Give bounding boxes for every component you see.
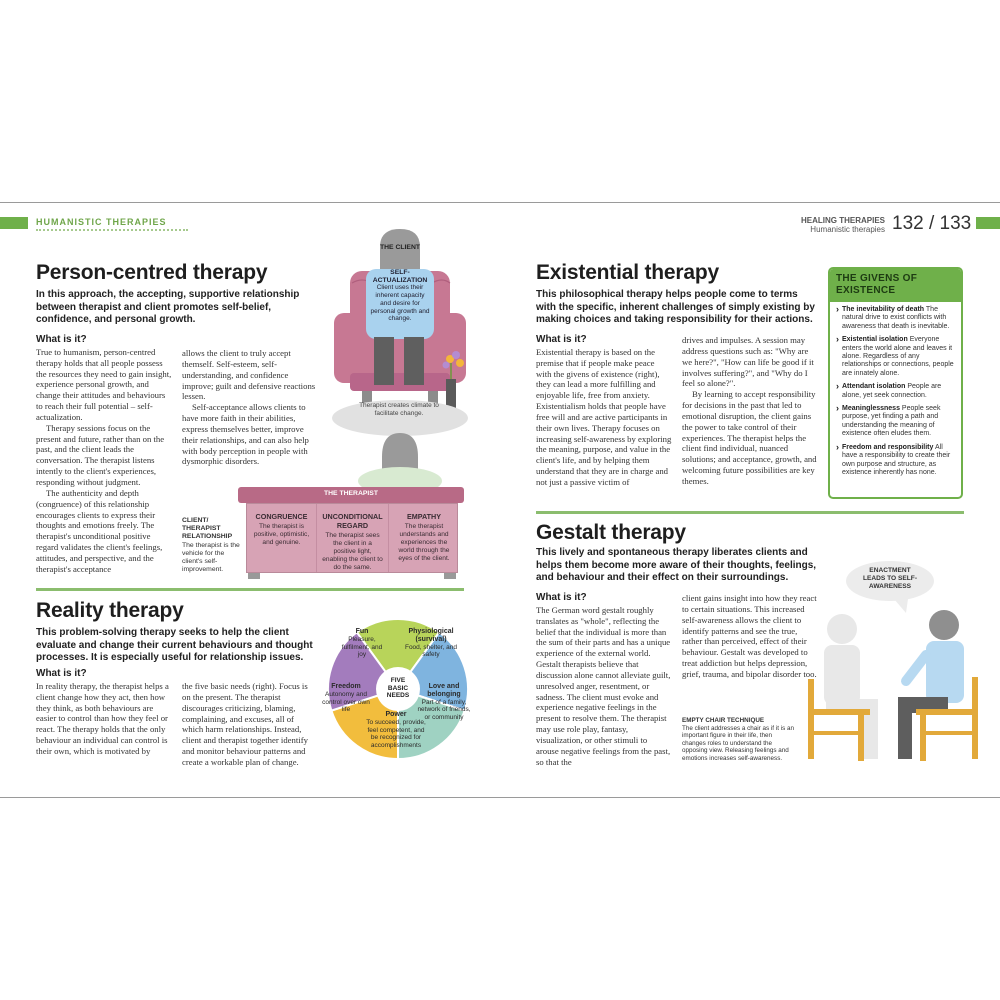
- desk-leg-left: [248, 573, 260, 579]
- givens-title: THE GIVENS OF EXISTENCE: [830, 269, 961, 302]
- section-label-left: HUMANISTIC THERAPIES: [36, 217, 167, 227]
- wheel-love-text: Part of a family, network of friends, or community: [417, 698, 471, 722]
- pc-col1-p2: Therapy sessions focus on the present and future, rather than on the past, and the client leads the conversation. The therapist listens intently to the client's experiences, responding without judgment.: [36, 422, 165, 487]
- desk-leg-right: [444, 573, 456, 579]
- pc-col2-p2: Self-acceptance allows clients to have more faith in their abilities, express themselves better, improve their relationships, and can also help with body perception in people with dysmorphic disorders.: [182, 402, 309, 467]
- climate-note: Therapist creates climate to facilitate change.: [359, 402, 439, 417]
- pc-col2-p1: allows the client to truly accept themself. Self-esteem, self-understanding, and confidence improve; guilt and defensive reactions lessen.: [182, 348, 316, 402]
- existential-what-heading: What is it?: [536, 334, 587, 345]
- page-numbers: 132 / 133: [892, 213, 972, 234]
- enactment-bubble: ENACTMENT LEADS TO SELF-AWARENESS: [862, 567, 918, 590]
- reality-col1: [36, 669, 172, 757]
- wheel-center-label: FIVE BASIC NEEDS: [386, 677, 410, 700]
- reality-col2: [182, 681, 316, 768]
- pc-col1-p3: The authenticity and depth (congruence) of this relationship encourages clients to express their thoughts and emotions freely. The therapist's unconditional positive regard validates the client's feelings, attitudes, and perspective, and the therapist's acceptance: [36, 487, 163, 574]
- givens-item-title: Existential isolation: [842, 336, 908, 344]
- relationship-title: CLIENT/ THERAPIST RELATIONSHIP: [182, 517, 233, 541]
- wheel-fun-text: Pleasure, fulfilment, and joy: [341, 635, 383, 659]
- empathy-cell: [389, 504, 459, 572]
- givens-item-text: All have a responsibility to create their own purpose and structure, as existence inherently has none.: [842, 443, 951, 476]
- wheel-freedom-text: Autonomy and control over own life: [322, 690, 370, 714]
- existential-col1: [536, 335, 672, 488]
- empty-chair-note: [682, 717, 794, 763]
- existential-intro: This philosophical therapy helps people come to terms with the specific, inherent challenges of simply existing by making choices and taking responsibility for their actions.: [536, 289, 815, 326]
- empty-chair-illustration: [798, 559, 988, 769]
- givens-item-title: Freedom and responsibility: [842, 443, 934, 451]
- reality-title: Reality therapy: [36, 599, 184, 622]
- empathy-text: The therapist understands and experiences the world through the eyes of the client.: [398, 523, 450, 562]
- regard-title: UNCONDITIONAL REGARD: [322, 512, 383, 530]
- empty-chair-text: The client addresses a chair as if it is an important figure in their life, then changes roles to understand the opposing view. Releasing feelings and emotions increases self-awareness.: [682, 724, 794, 762]
- reality-col1-text: In reality therapy, the therapist helps a client change how they act, then how they think, as both behaviours are easier to control than how they feel or react. The therapy holds that the only behaviour an individual can control is their own, which is motivated by: [36, 680, 169, 756]
- givens-item: [836, 306, 955, 331]
- givens-of-existence-box: [828, 267, 963, 499]
- wheel-power-text: To succeed, provide, feel competent, and be recognized for accomplishments: [366, 718, 426, 750]
- self-actualization-text: Client uses their inherent capacity and desire for personal growth and change.: [370, 284, 430, 323]
- existential-col2-p1: drives and impulses. A session may address questions such as: "Why are we here?", "How can life be good if it involves suffering?", and "Why do I feel so alone?".: [682, 335, 814, 389]
- congruence-text: The therapist is positive, optimistic, and genuine.: [253, 523, 310, 546]
- givens-item-text: People seek purpose, yet finding a path and understanding the meaning of existence often eludes them.: [842, 405, 941, 438]
- gestalt-col2-text: client gains insight into how they react to certain situations. This increased self-awareness allows the client to identify patterns and see the true, rather than perceived, effect of their behaviour. Gestalt was developed to treat addiction but helps depression, grief, trauma, and bipolar disorder too.: [682, 593, 817, 679]
- wheel-freedom: [322, 683, 370, 714]
- reality-intro: This problem-solving therapy seeks to help the client evaluate and change their current behaviours and thought processes. It is especially useful for relationship issues.: [36, 627, 313, 664]
- givens-item-text: The natural drive to exist conflicts with awareness that death is inevitable.: [842, 306, 950, 330]
- wheel-power: [364, 711, 428, 750]
- wheel-physiological-title: Physiological (survival): [408, 628, 454, 643]
- therapist-label: THE THERAPIST: [323, 490, 378, 497]
- givens-item: [836, 336, 955, 378]
- person-centred-intro: In this approach, the accepting, supportive relationship between therapist and client promotes self-belief, confidence, and personal growth.: [36, 289, 300, 326]
- gestalt-what-heading: What is it?: [536, 592, 587, 603]
- self-actualization-note: [370, 269, 430, 323]
- givens-item-title: Meaninglessness: [842, 405, 900, 413]
- gestalt-col1: [536, 593, 672, 768]
- person-centred-col2: [182, 348, 320, 467]
- pc-col1-p1: True to humanism, person-centred therapy holds that all people possess the resources they need to gain insight, experience personal growth, and change their attitudes and behaviours to reach their full potential – self-actualization.: [36, 346, 172, 422]
- gestalt-col1-text: The German word gestalt roughly translates as "whole", reflecting the belief that the individual is more than the sum of their parts and has a unique experience of the external world. Gestalt therapists believe that discussion alone cannot alleviate guilt, unresolved anger, resentment, or sadness. The client must evoke and experience negative feelings in the present to resolve them. The therapist may use role play, fantasy, visualization, or other stimuli to arouse negative feelings from the past, so that the: [536, 604, 671, 767]
- header-tab-right: [976, 217, 1000, 229]
- wheel-physiological: [404, 628, 458, 659]
- reality-col2-text: the five basic needs (right). Focus is on the present. The therapist discourages criticizing, blaming, complaining, and excuses, all of which harm relationships. Instead, client and therapist together identify and monitor behaviour patterns and create a workable plan of change.: [182, 681, 308, 767]
- relationship-note: [182, 517, 240, 574]
- wheel-fun: [338, 628, 386, 659]
- givens-item-title: Attendant isolation: [842, 383, 906, 391]
- divider-right: [536, 511, 964, 514]
- wheel-love-title: Love and belonging: [427, 683, 461, 698]
- givens-item: [836, 405, 955, 439]
- person-centred-col1: [36, 335, 172, 575]
- existential-col1-text: Existential therapy is based on the premise that if people make peace with the givens of existence (right), they can lead a more fulfilling and enjoyable life, free from anxiety. Existentialism holds that people have free will and are active participants in their own lives. Therapy focuses on increasing self-awareness by exploring the meaning, purpose, and value in the client's life, and by helping them understand that they are in charge and not just a passive victim of: [536, 346, 672, 487]
- book-spread: [0, 202, 1000, 798]
- divider-left: [36, 588, 464, 591]
- empty-chair-title: EMPTY CHAIR TECHNIQUE: [682, 717, 765, 724]
- section-label-right: HEALING THERAPIES: [800, 216, 885, 225]
- subsection-label-right: Humanistic therapies: [810, 225, 885, 234]
- gestalt-title: Gestalt therapy: [536, 521, 686, 544]
- congruence-title: CONGRUENCE: [255, 512, 308, 521]
- wheel-freedom-title: Freedom: [331, 683, 361, 690]
- givens-item-text: Everyone enters the world alone and leaves it alone. Regardless of any relationships or connections, people are innately alone.: [842, 336, 954, 377]
- wheel-fun-title: Fun: [355, 628, 369, 635]
- existential-col2-p2: By learning to accept responsibility for decisions in the past that led to emotional disruption, the client gains the power to take control of their experiences. The therapist helps the client find individual, nuanced solutions; and acceptance, growth, and welcoming future possibilities are key themes.: [682, 389, 817, 486]
- gestalt-intro: This lively and spontaneous therapy liberates clients and helps them become more aware of their thoughts, feelings, and behaviour and their effect on their surroundings.: [536, 547, 817, 584]
- givens-item: [836, 444, 955, 478]
- person-centred-title: Person-centred therapy: [36, 261, 268, 284]
- wheel-power-title: Power: [385, 711, 407, 718]
- givens-item: [836, 383, 955, 400]
- givens-list: [830, 302, 961, 477]
- congruence-cell: [247, 504, 317, 572]
- givens-item-title: The inevitability of death: [842, 306, 925, 313]
- header-dots-left: [36, 229, 188, 231]
- header-tab-left: [0, 217, 28, 229]
- person-centred-what-heading: What is it?: [36, 334, 87, 345]
- therapist-desk: [246, 503, 458, 573]
- givens-item-text: People are alone, yet seek connection.: [842, 383, 942, 399]
- reality-what-heading: What is it?: [36, 668, 87, 679]
- regard-cell: [317, 504, 389, 572]
- existential-title: Existential therapy: [536, 261, 719, 284]
- existential-col2: [682, 335, 820, 487]
- wheel-physiological-text: Food, shelter, and safety: [404, 643, 458, 659]
- client-label: THE CLIENT: [379, 244, 421, 251]
- empathy-title: EMPATHY: [406, 512, 442, 521]
- self-actualization-title: SELF-ACTUALIZATION: [372, 269, 428, 284]
- relationship-text: The therapist is the vehicle for the client's self-improvement.: [182, 541, 240, 574]
- regard-text: The therapist sees the client in a positive light, enabling the client to do the same.: [322, 532, 383, 571]
